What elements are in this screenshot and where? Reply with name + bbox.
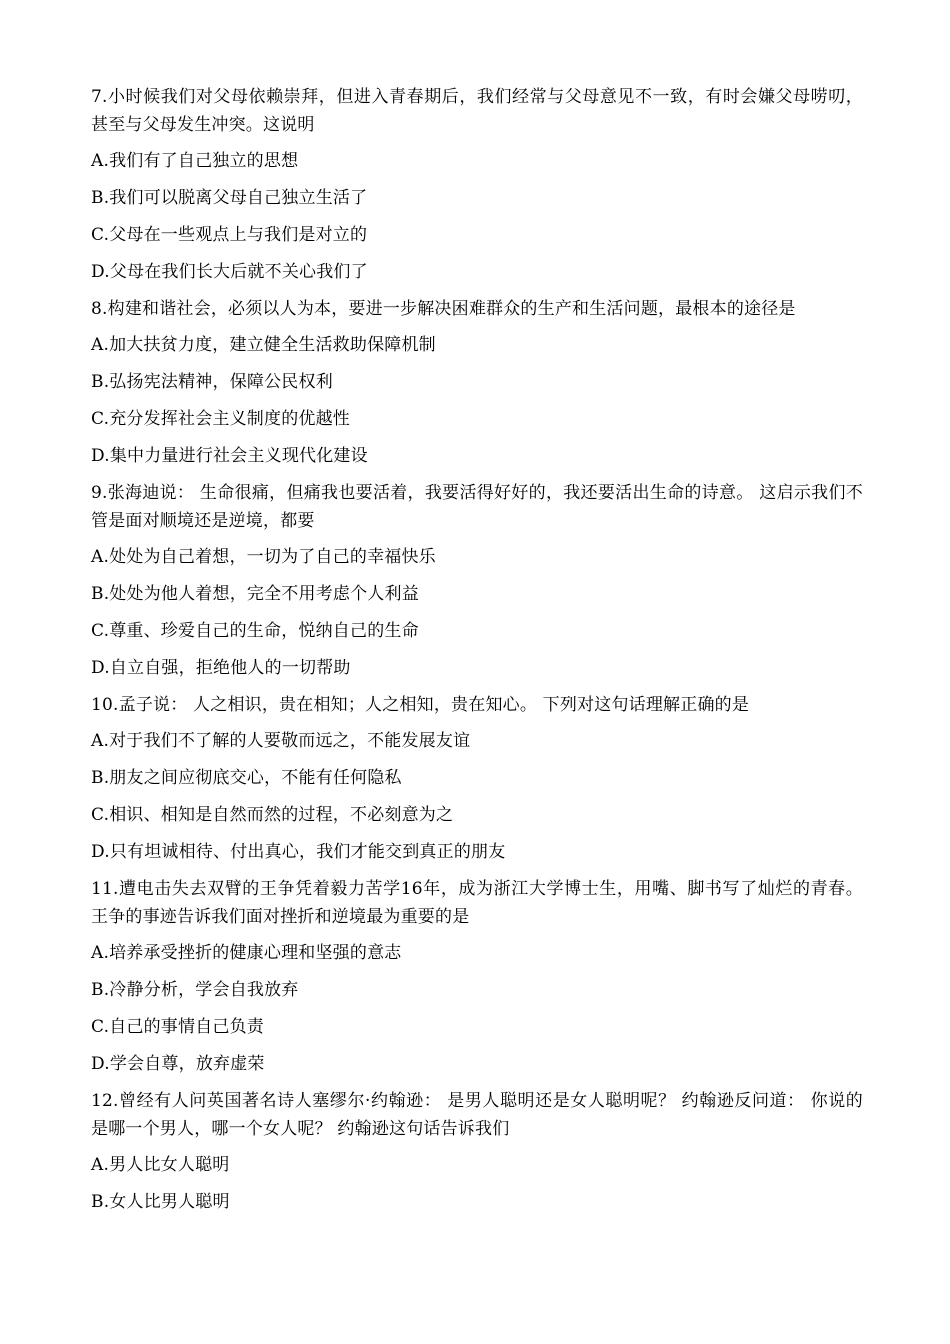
option-a: A.处处为自己着想，一切为了自己的幸福快乐 xyxy=(91,547,436,567)
option-b: B.处处为他人着想，完全不用考虑个人利益 xyxy=(91,584,419,604)
question-stem: 12.曾经有人问英国著名诗人塞缪尔·约翰逊： 是男人聪明还是女人聪明呢？ 约翰逊反问道： 你说的是哪一个男人，哪一个女人呢？ 约翰逊这句话告诉我们 xyxy=(91,1091,863,1139)
question-8 xyxy=(91,295,863,470)
option-a: A.我们有了自己独立的思想 xyxy=(91,151,299,171)
option-c: C.尊重、珍爱自己的生命，悦纳自己的生命 xyxy=(91,621,419,641)
option-d: D.只有坦诚相待、付出真心，我们才能交到真正的朋友 xyxy=(91,842,506,862)
exam-page xyxy=(91,83,863,1225)
option-d: D.自立自强，拒绝他人的一切帮助 xyxy=(91,658,351,678)
question-stem: 9.张海迪说： 生命很痛，但痛我也要活着，我要活得好好的，我还要活出生命的诗意。 这启示我们不管是面对顺境还是逆境，都要 xyxy=(91,483,863,531)
option-a: A.培养承受挫折的健康心理和坚强的意志 xyxy=(91,943,402,963)
option-b: B.冷静分析，学会自我放弃 xyxy=(91,980,299,1000)
question-stem: 7.小时候我们对父母依赖崇拜，但进入青春期后，我们经常与父母意见不一致，有时会嫌父母唠叨，甚至与父母发生冲突。这说明 xyxy=(91,87,863,135)
option-a: A.加大扶贫力度，建立健全生活救助保障机制 xyxy=(91,335,436,355)
option-a: A.对于我们不了解的人要敬而远之，不能发展友谊 xyxy=(91,731,471,751)
option-c: C.父母在一些观点上与我们是对立的 xyxy=(91,225,368,245)
question-stem: 8.构建和谐社会，必须以人为本，要进一步解决困难群众的生产和生活问题，最根本的途径是 xyxy=(91,299,796,319)
option-d: D.集中力量进行社会主义现代化建设 xyxy=(91,446,368,466)
option-c: C.充分发挥社会主义制度的优越性 xyxy=(91,409,351,429)
question-stem: 11.遭电击失去双臂的王争凭着毅力苦学16年，成为浙江大学博士生，用嘴、脚书写了灿烂的青春。王争的事迹告诉我们面对挫折和逆境最为重要的是 xyxy=(91,879,863,927)
question-7 xyxy=(91,83,863,286)
option-a: A.男人比女人聪明 xyxy=(91,1155,230,1175)
option-d: D.父母在我们长大后就不关心我们了 xyxy=(91,262,368,282)
option-b: B.我们可以脱离父母自己独立生活了 xyxy=(91,188,368,208)
option-b: B.朋友之间应彻底交心，不能有任何隐私 xyxy=(91,768,402,788)
option-d: D.学会自尊，放弃虚荣 xyxy=(91,1054,265,1074)
question-12 xyxy=(91,1087,863,1216)
option-b: B.弘扬宪法精神，保障公民权利 xyxy=(91,372,333,392)
question-stem: 10.孟子说： 人之相识，贵在相知；人之相知，贵在知心。 下列对这句话理解正确的是 xyxy=(91,695,750,715)
option-b: B.女人比男人聪明 xyxy=(91,1192,230,1212)
option-c: C.自己的事情自己负责 xyxy=(91,1017,265,1037)
option-c: C.相识、相知是自然而然的过程，不必刻意为之 xyxy=(91,805,454,825)
question-10 xyxy=(91,691,863,866)
question-11 xyxy=(91,875,863,1078)
question-9 xyxy=(91,479,863,682)
